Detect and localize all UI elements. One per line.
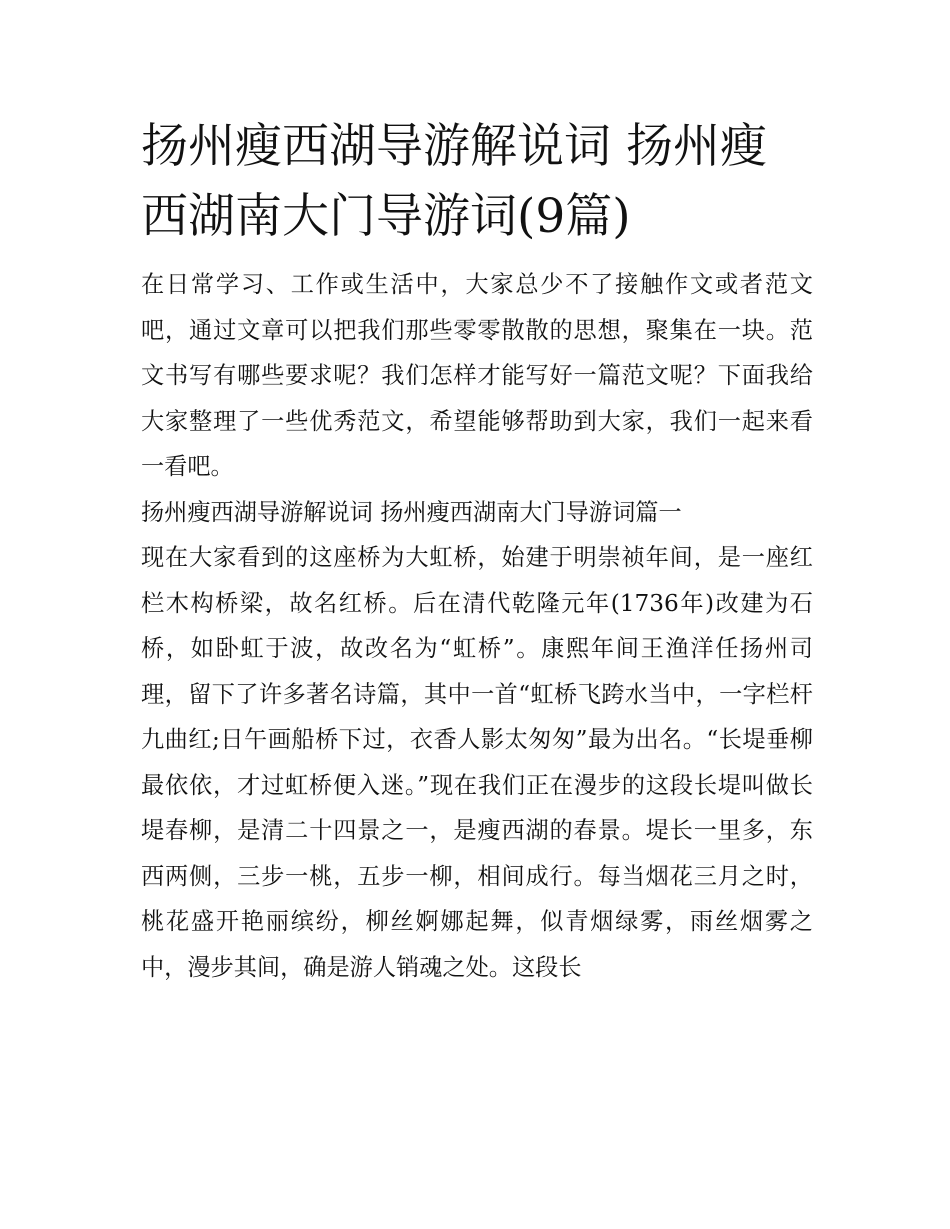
document-title: 扬州瘦西湖导游解说词 扬州瘦西湖南大门导游词(9篇): [141, 119, 767, 244]
intro-paragraph: 在日常学习、工作或生活中，大家总少不了接触作文或者范文吧，通过文章可以把我们那些零零散散的思想，聚集在一块。范文书写有哪些要求呢？我们怎样才能写好一篇范文呢？下面我给大家整理了一些优秀范文，希望能够帮助到大家，我们一起来看一看吧。: [141, 271, 813, 480]
section-heading: 扬州瘦西湖导游解说词 扬州瘦西湖南大门导游词篇一: [141, 498, 682, 526]
body-paragraph: 现在大家看到的这座桥为大虹桥，始建于明崇祯年间，是一座红栏木构桥梁，故名红桥。后在清代乾隆元年(1736年)改建为石桥，如卧虹于波，故改名为“虹桥”。康熙年间王渔洋任扬州司理，留下了许多著名诗篇，其中一首“虹桥飞跨水当中，一字栏杆九曲红;日午画船桥下过，衣香人影太匆匆”最为出名。“长堤垂柳最依依，才过虹桥便入迷。”现在我们正在漫步的这段长堤叫做长堤春柳，是清二十四景之一，是瘦西湖的春景。堤长一里多，东西两侧，三步一桃，五步一柳，相间成行。每当烟花三月之时，桃花盛开艳丽缤纷，柳丝婀娜起舞，似青烟绿雾，雨丝烟雾之中，漫步其间，确是游人销魂之处。这段长: [141, 544, 813, 981]
document-body: [141, 262, 813, 990]
document-content: [141, 112, 813, 990]
